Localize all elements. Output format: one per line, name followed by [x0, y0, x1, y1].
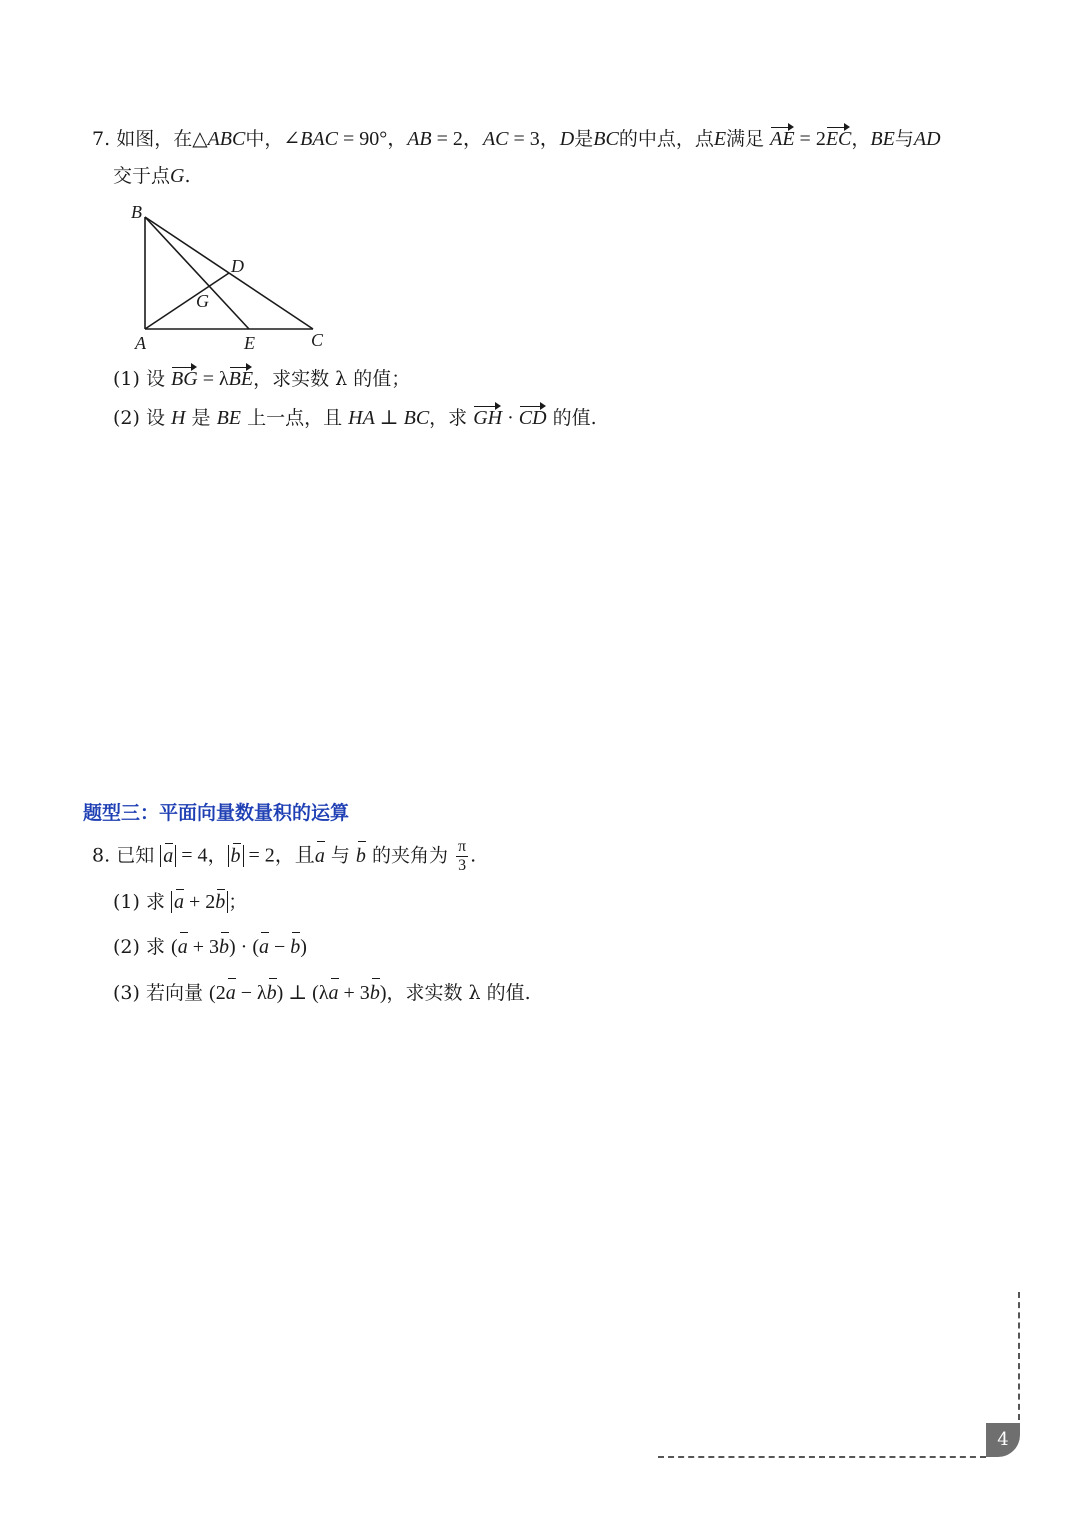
triangle-figure [120, 195, 350, 360]
vector-ec: EC [825, 128, 852, 150]
point-label-a: A [135, 333, 146, 353]
abs-b: b [228, 845, 244, 867]
page-corner-dashed-vertical [1018, 1292, 1020, 1420]
q7-line2: 交于点G. [113, 165, 191, 187]
q8-sub3: (3) 若向量 (2a − λb) ⊥ (λa + 3b)，求实数 λ 的值. [113, 982, 531, 1004]
q8-sub1: (1) 求 a + 2b ； [113, 891, 248, 913]
abs-a-plus-2b: a + 2b [171, 891, 228, 913]
page-number: 4 [986, 1423, 1020, 1457]
vector-be: BE [228, 368, 254, 390]
point-label-c: C [311, 330, 324, 350]
q7-line1: 7. 如图，在△ABC中，∠BAC = 90°，AB = 2，AC = 3，D是BC的中点，点E满足 AE = 2EC，BE与AD [92, 128, 941, 150]
q7-sub1: (1) 设 BG = λBE，求实数 λ 的值； [113, 368, 411, 390]
point-label-e: E [244, 333, 255, 353]
q8-sub2: (2) 求 (a + 3b) · (a − b) [113, 936, 307, 958]
point-label-b: B [131, 202, 142, 222]
segment-ad [145, 273, 229, 329]
abs-a: a [160, 845, 176, 867]
vector-bg: BG [171, 368, 198, 390]
q8-line1: 8. 已知 a = 4， b = 2，且a 与 b 的夹角为 $\frac{\pi}{3}$ . [92, 838, 477, 874]
section-title: 题型三：平面向量数量积的运算 [83, 802, 350, 824]
vector-gh: GH [473, 407, 503, 429]
page-corner-dashed-horizontal [658, 1456, 986, 1458]
point-label-d: D [231, 256, 244, 276]
fraction-pi-over-3: $\frac{\pi}{3}$ [458, 838, 467, 874]
q7-sub2: (2) 设 H 是 BE 上一点，且 HA ⊥ BC，求 GH · CD 的值. [113, 407, 597, 429]
point-label-g: G [196, 291, 209, 311]
vector-ae: AE [770, 128, 795, 150]
vector-cd: CD [518, 407, 547, 429]
